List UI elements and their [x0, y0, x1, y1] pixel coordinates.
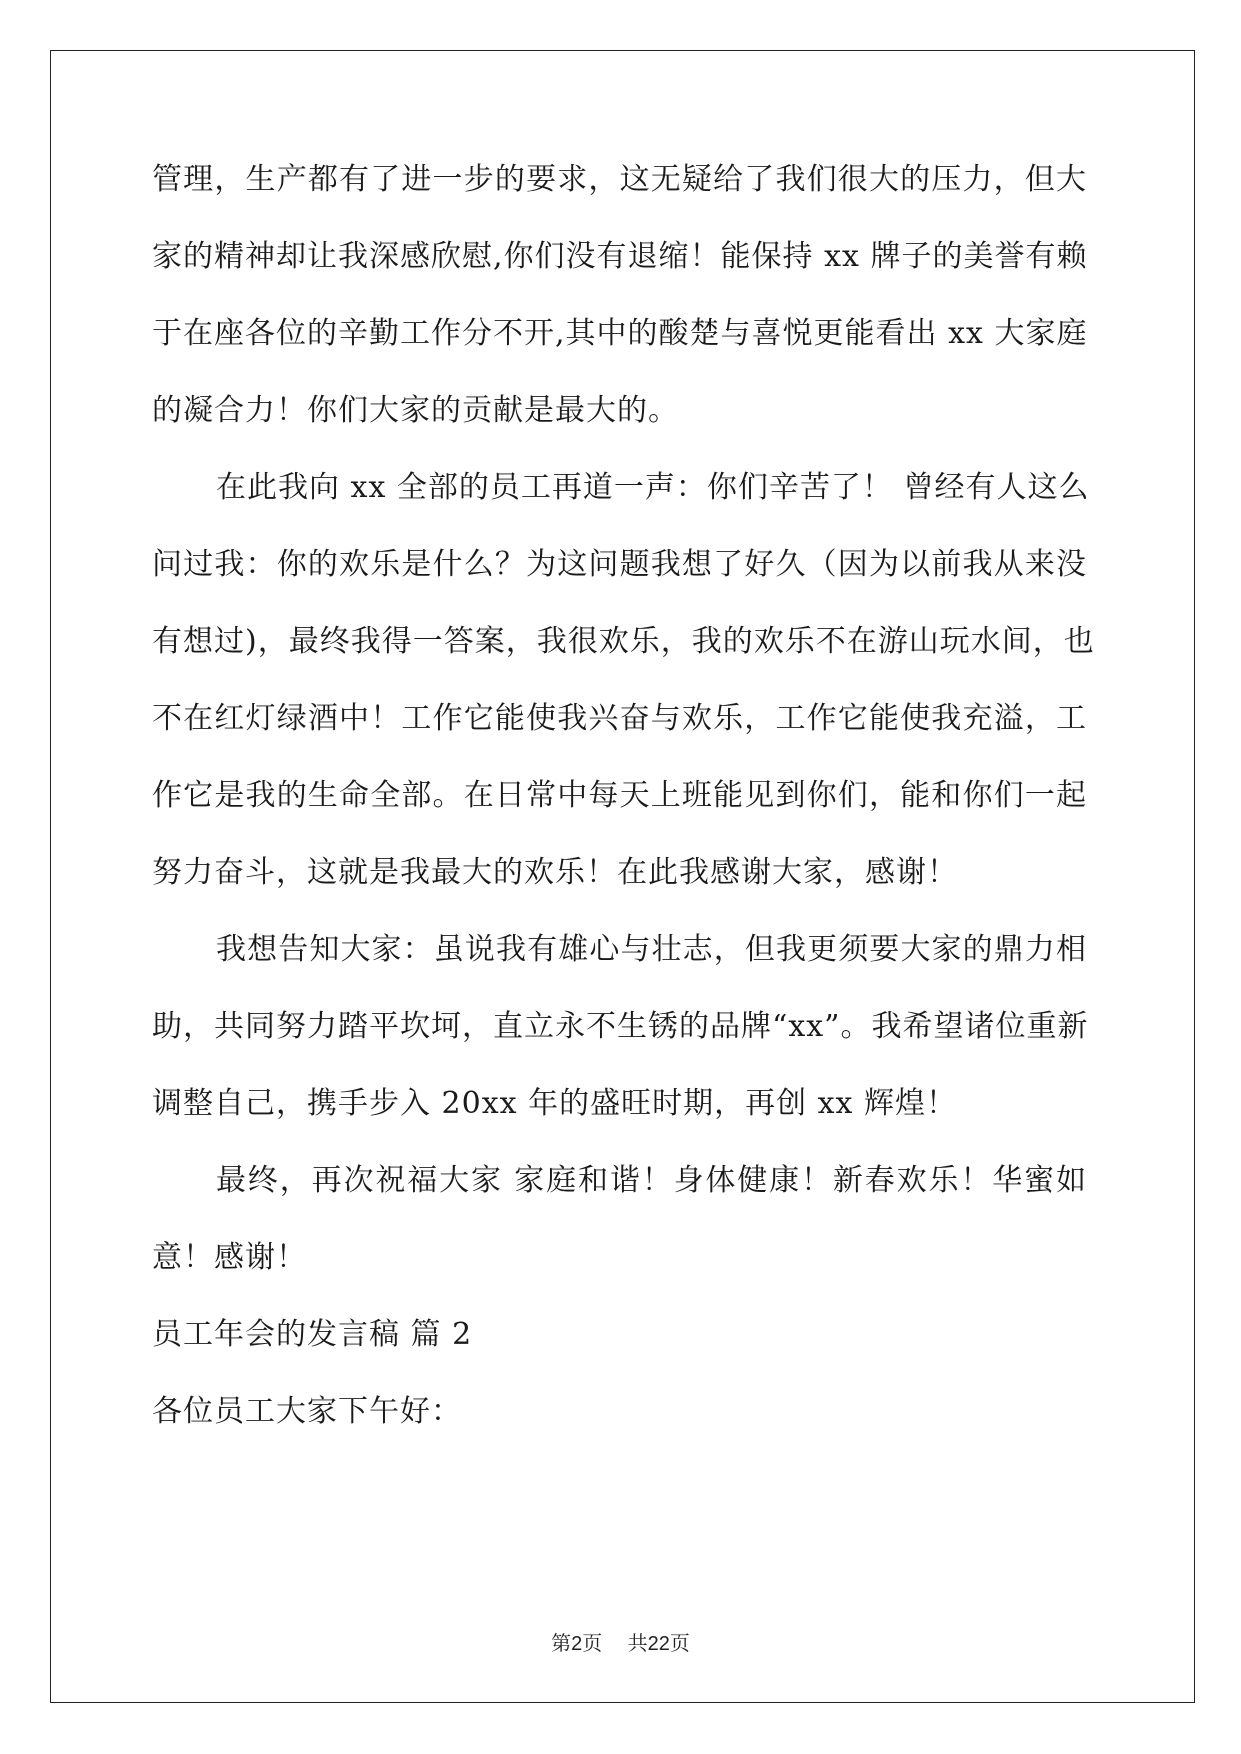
total-pages: 22 [647, 1633, 670, 1655]
paragraph-line: 调整自己，携手步入 20xx 年的盛旺时期，再创 xx 辉煌！ [152, 1086, 957, 1121]
paragraph-line: 问过我：你的欢乐是什么？为这问题我想了好久（因为以前我从来没 [152, 547, 1087, 582]
paragraph-line: 管理，生产都有了进一步的要求，这无疑给了我们很大的压力，但大 [152, 162, 1087, 197]
total-prefix: 共 [627, 1631, 648, 1655]
page-footer [0, 1630, 1241, 1657]
paragraph-line: 于在座各位的辛勤工作分不开,其中的酸楚与喜悦更能看出 xx 大家庭 [152, 316, 1088, 351]
paragraph-line: 作它是我的生命全部。在日常中每天上班能见到你们，能和你们一起 [152, 778, 1087, 813]
page-number: 2 [571, 1633, 583, 1655]
paragraph-line: 在此我向 xx 全部的员工再道一声：你们辛苦了！ 曾经有人这么 [216, 470, 1090, 505]
paragraph-line: 我想告知大家：虽说我有雄心与壮志，但我更须要大家的鼎力相 [216, 932, 1087, 967]
paragraph-line: 有想过)，最终我得一答案，我很欢乐，我的欢乐不在游山玩水间，也 [152, 624, 1095, 659]
page-suffix: 页 [582, 1631, 603, 1655]
greeting-line: 各位员工大家下午好： [152, 1394, 462, 1429]
paragraph-line: 的凝合力！你们大家的贡献是最大的。 [152, 393, 679, 428]
total-suffix: 页 [669, 1631, 690, 1655]
paragraph-line: 努力奋斗，这就是我最大的欢乐！在此我感谢大家，感谢！ [152, 855, 958, 890]
paragraph-line: 助，共同努力踏平坎坷，直立永不生锈的品牌“xx”。我希望诸位重新 [152, 1009, 1089, 1044]
paragraph-line: 意！感谢！ [152, 1240, 307, 1275]
paragraph-line: 最终，再次祝福大家 家庭和谐！身体健康！新春欢乐！华蜜如 [216, 1163, 1087, 1198]
paragraph-line: 不在红灯绿酒中！工作它能使我兴奋与欢乐，工作它能使我充溢，工 [152, 701, 1087, 736]
paragraph-line: 家的精神却让我深感欣慰,你们没有退缩！能保持 xx 牌子的美誉有赖 [152, 239, 1088, 274]
section-title: 员工年会的发言稿 篇 2 [152, 1317, 473, 1352]
page-prefix: 第 [551, 1631, 572, 1655]
